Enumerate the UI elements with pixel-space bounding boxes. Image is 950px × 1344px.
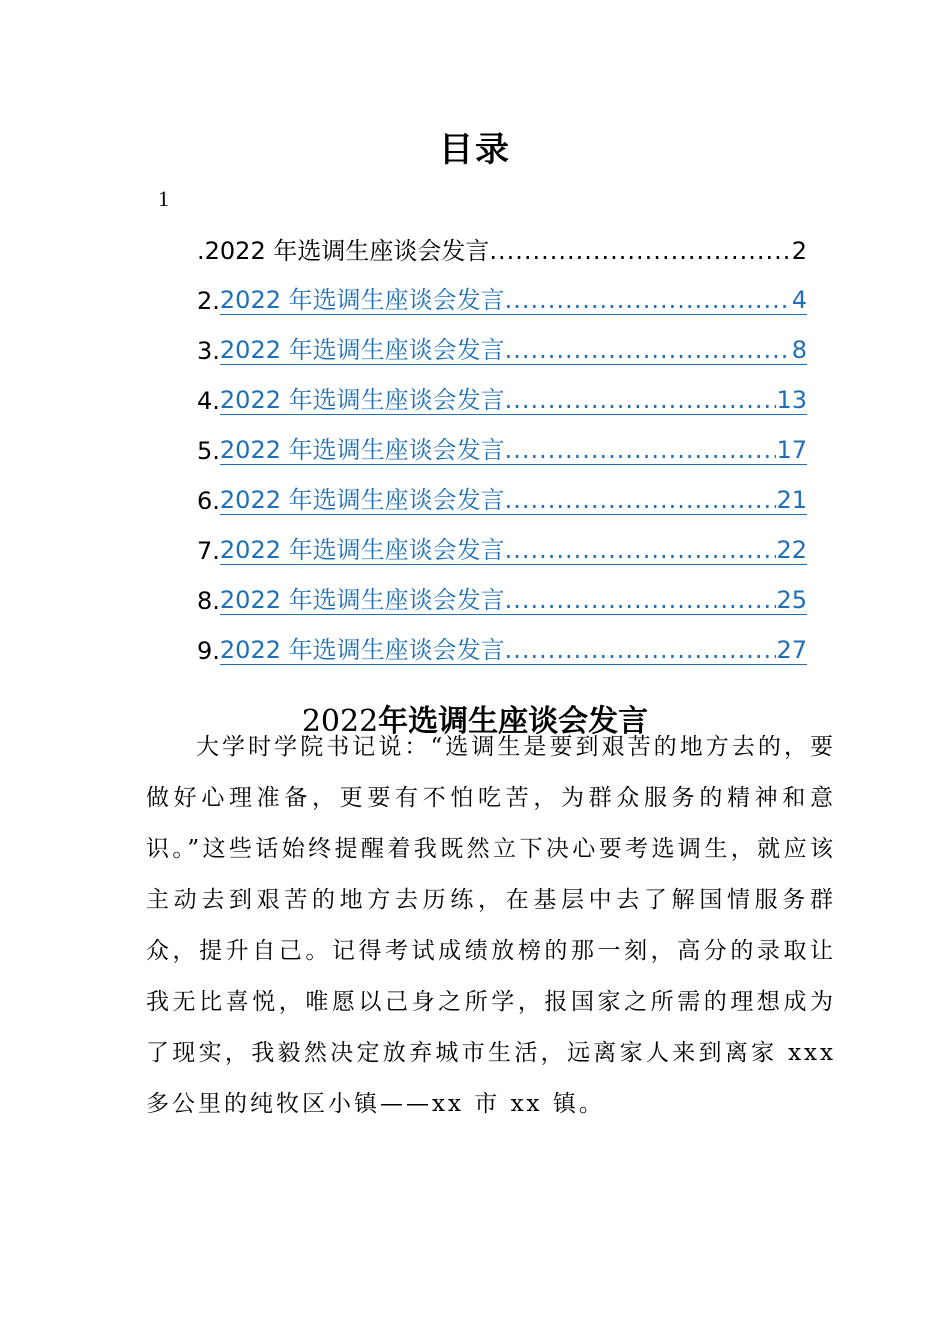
toc-entry-page: 22: [776, 536, 807, 564]
toc-entry-page: 4: [791, 286, 807, 314]
toc-dot-leader: [505, 437, 777, 463]
toc-list: [197, 226, 807, 676]
toc-entry-text: 2022 年选调生座谈会发言: [219, 436, 505, 464]
toc-entry-page: 13: [776, 386, 807, 414]
toc-entry-link[interactable]: [220, 337, 807, 365]
toc-dot-leader: [505, 287, 792, 313]
toc-entry-number: 2.: [197, 287, 220, 315]
toc-entry-text: 2022 年选调生座谈会发言: [219, 636, 505, 664]
toc-entry-link[interactable]: [205, 238, 807, 265]
toc-entry-number: 9.: [197, 637, 220, 665]
toc-entry-link[interactable]: [220, 387, 807, 415]
toc-dot-leader: [505, 337, 792, 363]
toc-entry-text: 2022 年选调生座谈会发言: [219, 386, 505, 414]
toc-entry-text: 2022 年选调生座谈会发言: [204, 236, 490, 265]
toc-entry-number: .: [197, 237, 205, 265]
article-heading-year: 2022: [301, 704, 379, 740]
toc-entry-page: 27: [776, 636, 807, 664]
toc-entry-number: 7.: [197, 537, 220, 565]
toc-dot-leader: [505, 487, 777, 513]
toc-entry-link[interactable]: [220, 537, 807, 565]
toc-entry-link[interactable]: [220, 637, 807, 665]
article-paragraph: 大学时学院书记说：“选调生是要到艰苦的地方去的，要做好心理准备，更要有不怕吃苦，为群众服务的精神和意识。”这些话始终提醒着我既然立下决心要考选调生，就应该主动去到艰苦的地方去历练，在基层中去了解国情服务群众，提升自己。记得考试成绩放榜的那一刻，高分的录取让我无比喜悦，唯愿以己身之所学，报国家之所需的理想成为了现实，我毅然决定放弃城市生活，远离家人来到离家 xxx 多公里的纯牧区小镇——xx 市 xx 镇。: [146, 734, 836, 1117]
toc-dot-leader: [489, 238, 791, 264]
toc-dot-leader: [505, 637, 777, 663]
toc-entry-text: 2022 年选调生座谈会发言: [219, 586, 505, 614]
toc-entry-text: 2022 年选调生座谈会发言: [219, 536, 505, 564]
toc-entry-text: 2022 年选调生座谈会发言: [219, 486, 505, 514]
toc-entry: [197, 426, 807, 476]
toc-entry-page: 2: [791, 236, 807, 265]
toc-entry-page: 21: [776, 486, 807, 514]
toc-entry: [197, 376, 807, 426]
toc-dot-leader: [505, 387, 777, 413]
toc-entry-link[interactable]: [220, 287, 807, 315]
toc-entry: [197, 226, 807, 276]
toc-entry-number: 4.: [197, 387, 220, 415]
toc-entry-text: 2022 年选调生座谈会发言: [219, 286, 505, 314]
toc-dot-leader: [505, 587, 777, 613]
toc-entry-text: 2022 年选调生座谈会发言: [219, 336, 505, 364]
toc-entry-page: 17: [776, 436, 807, 464]
toc-entry: [197, 626, 807, 676]
toc-entry-page: 8: [791, 336, 807, 364]
toc-entry-number: 8.: [197, 587, 220, 615]
toc-entry-link[interactable]: [220, 587, 807, 615]
toc-entry-number: 6.: [197, 487, 220, 515]
toc-entry-number: 3.: [197, 337, 220, 365]
toc-entry-number: 5.: [197, 437, 220, 465]
toc-title: 目录: [439, 130, 511, 170]
toc-entry: [197, 526, 807, 576]
toc-entry: [197, 326, 807, 376]
toc-entry-page: 25: [776, 586, 807, 614]
toc-entry: [197, 576, 807, 626]
article-heading-text: 年选调生座谈会发言: [378, 704, 649, 740]
toc-entry-link[interactable]: [220, 487, 807, 515]
toc-entry: [197, 276, 807, 326]
toc-dot-leader: [505, 537, 777, 563]
toc-entry-link[interactable]: [220, 437, 807, 465]
toc-entry: [197, 476, 807, 526]
toc-level-marker: 1: [158, 186, 169, 211]
